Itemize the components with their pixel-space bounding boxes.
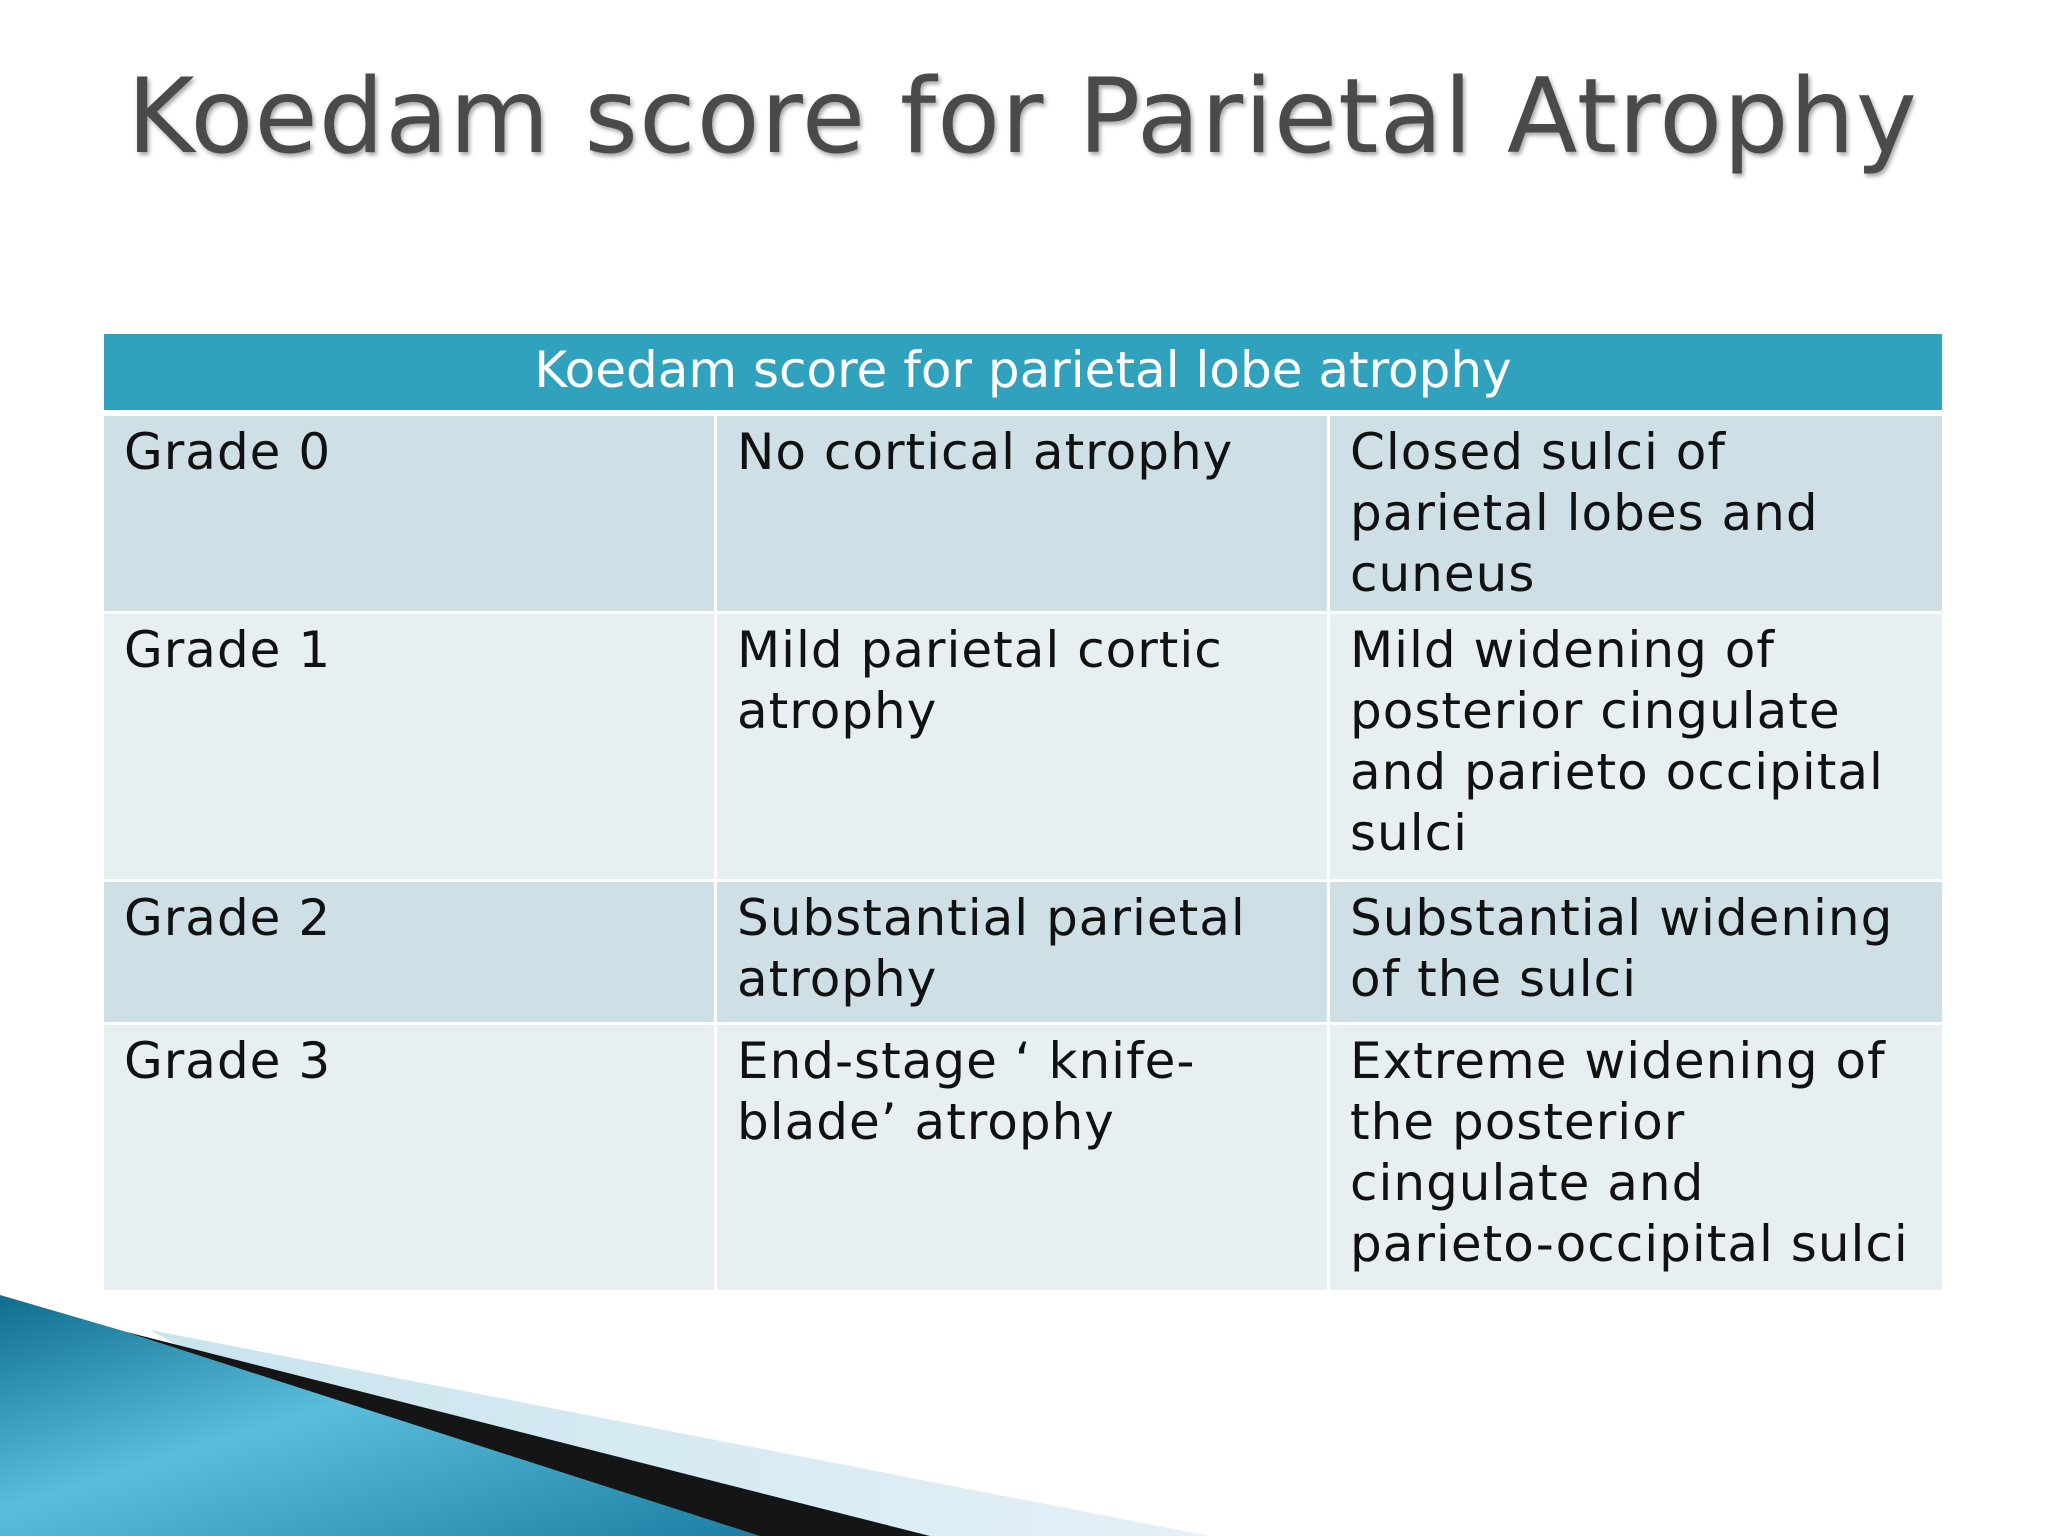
finding-cell: Mild widening of posterior cingulate and parieto occipital sulci [1330,614,1942,882]
swoosh-dark-band [0,1310,930,1536]
table-row [104,614,1942,882]
finding-cell: Substantial widening of the sulci [1330,882,1942,1025]
slide-title: Koedam score for Parietal Atrophy [127,57,1918,177]
table-row [104,416,1942,614]
table-row [104,882,1942,1025]
swoosh-blue-band [0,1295,760,1536]
description-cell: End-stage ‘ knife-blade’ atrophy [717,1025,1330,1293]
grading-table-container [104,334,1942,1293]
swoosh-pale-band [150,1330,1210,1536]
description-cell: Mild parietal cortic atrophy [717,614,1330,882]
description-cell: No cortical atrophy [717,416,1330,614]
finding-cell: Closed sulci of parietal lobes and cuneus [1330,416,1942,614]
table-row [104,1025,1942,1293]
grade-cell: Grade 1 [104,614,717,882]
description-cell: Substantial parietal atrophy [717,882,1330,1025]
grading-table [104,334,1942,1293]
table-header: Koedam score for parietal lobe atrophy [104,334,1942,416]
grade-cell: Grade 0 [104,416,717,614]
table-header-row [104,334,1942,416]
finding-cell: Extreme widening of the posterior cingulate and parieto-occipital sulci [1330,1025,1942,1293]
grade-cell: Grade 2 [104,882,717,1025]
grade-cell: Grade 3 [104,1025,717,1293]
